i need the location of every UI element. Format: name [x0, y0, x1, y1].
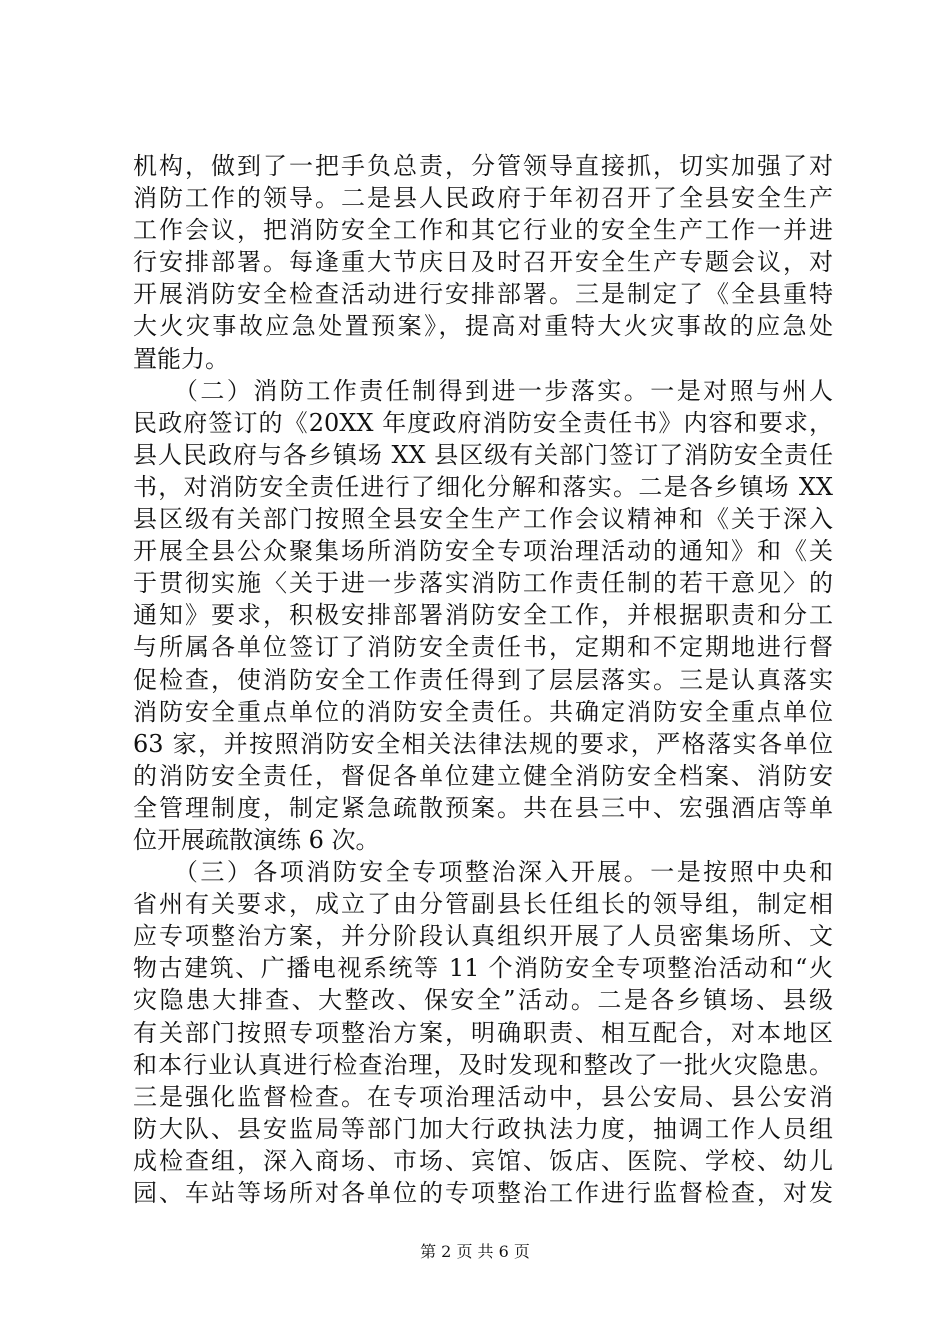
text-line: 民政府签订的《20XX 年度政府消防安全责任书》内容和要求， — [133, 408, 833, 437]
text-line: 全管理制度，制定紧急疏散预案。共在县三中、宏强酒店等单 — [133, 793, 833, 822]
text-line: 灾隐患大排查、大整改、保安全”活动。二是各乡镇场、县级 — [133, 986, 833, 1015]
text-line: 三是强化监督检查。在专项治理活动中，县公安局、县公安消 — [133, 1082, 833, 1111]
document-body — [133, 150, 833, 1209]
text-line: 物古建筑、广播电视系统等 11 个消防安全专项整治活动和“火 — [133, 954, 833, 983]
text-line: 县人民政府与各乡镇场 XX 县区级有关部门签订了消防安全责任 — [133, 440, 833, 469]
text-line: 开展全县公众聚集场所消防安全专项治理活动的通知》和《关 — [133, 537, 833, 566]
text-line: 成检查组，深入商场、市场、宾馆、饭店、医院、学校、幼儿 — [133, 1146, 833, 1175]
text-line: 县区级有关部门按照全县安全生产工作会议精神和《关于深入 — [133, 505, 833, 534]
text-line: 应专项整治方案，并分阶段认真组织开展了人员密集场所、文 — [133, 922, 833, 951]
text-line: 省州有关要求，成立了由分管副县长任组长的领导组，制定相 — [133, 890, 833, 919]
text-line: 于贯彻实施〈关于进一步落实消防工作责任制的若干意见〉的 — [133, 569, 833, 598]
text-line: 与所属各单位签订了消防安全责任书，定期和不定期地进行督 — [133, 633, 833, 662]
text-line: 的消防安全责任，督促各单位建立健全消防安全档案、消防安 — [133, 761, 833, 790]
text-line: 机构，做到了一把手负总责，分管领导直接抓，切实加强了对 — [133, 152, 833, 180]
text-line: 防大队、县安监局等部门加大行政执法力度，抽调工作人员组 — [133, 1114, 833, 1143]
text-line: 大火灾事故应急处置预案》，提高对重特大火灾事故的应急处 — [133, 312, 833, 341]
text-line: 置能力。 — [133, 344, 229, 373]
text-line: （三）各项消防安全专项整治深入开展。一是按照中央和 — [133, 858, 833, 887]
text-line: 位开展疏散演练 6 次。 — [133, 825, 380, 854]
text-line: 63 家，并按照消防安全相关法律法规的要求，严格落实各单位 — [133, 729, 833, 758]
text-line: 工作会议，把消防安全工作和其它行业的安全生产工作一并进 — [133, 216, 833, 245]
text-line: 和本行业认真进行检查治理，及时发现和整改了一批火灾隐患。 — [133, 1050, 833, 1079]
text-line: 促检查，使消防安全工作责任得到了层层落实。三是认真落实 — [133, 665, 833, 694]
text-line: 书，对消防安全责任进行了细化分解和落实。二是各乡镇场 XX — [133, 472, 833, 501]
text-line: 行安排部署。每逢重大节庆日及时召开安全生产专题会议，对 — [133, 248, 833, 277]
text-line: 通知》要求，积极安排部署消防安全工作，并根据职责和分工 — [133, 601, 833, 630]
text-line: 有关部门按照专项整治方案，明确职责、相互配合，对本地区 — [133, 1018, 833, 1047]
page-footer: 第 2 页 共 6 页 — [420, 1242, 530, 1261]
text-line: 消防工作的领导。二是县人民政府于年初召开了全县安全生产 — [133, 184, 833, 213]
text-line: 园、车站等场所对各单位的专项整治工作进行监督检查，对发 — [133, 1179, 833, 1207]
text-line: 消防安全重点单位的消防安全责任。共确定消防安全重点单位 — [133, 697, 833, 726]
text-line: （二）消防工作责任制得到进一步落实。一是对照与州人 — [133, 376, 833, 405]
text-line: 开展消防安全检查活动进行安排部署。三是制定了《全县重特 — [133, 280, 833, 309]
